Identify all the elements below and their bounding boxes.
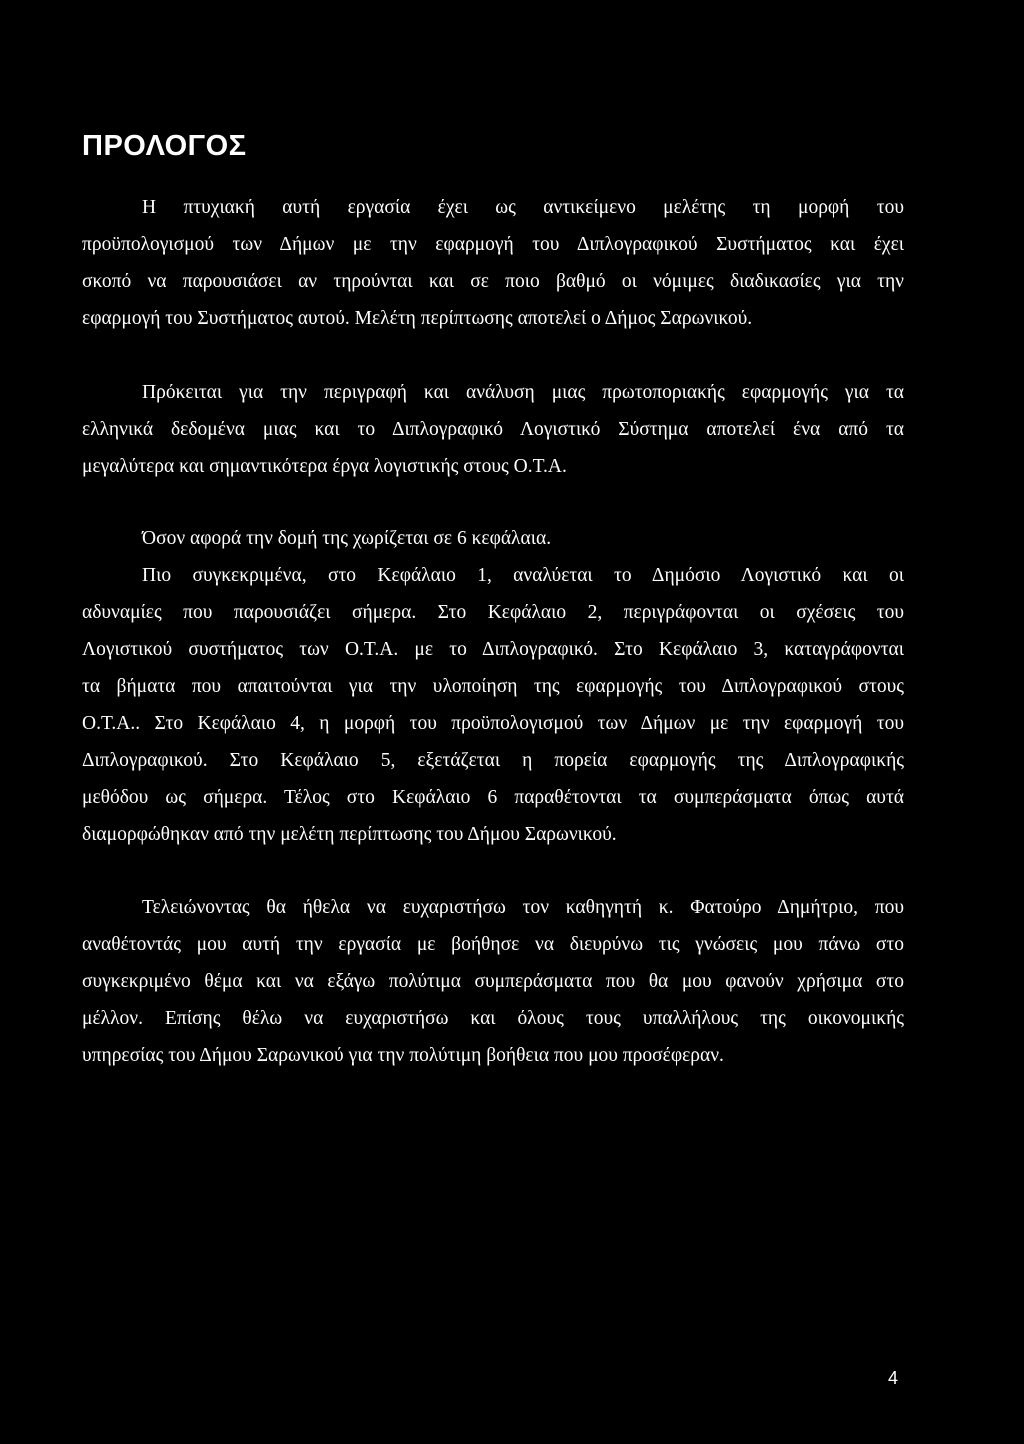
- text-line: τα βήματα που απαιτούνται για την υλοποίηση της εφαρμογής του Διπλογραφικού στους: [82, 676, 904, 697]
- text-line: αναθέτοντάς μου αυτή την εργασία με βοήθησε να διευρύνω τις γνώσεις μου πάνω στο: [82, 934, 904, 955]
- text-line: εφαρμογή του Συστήματος αυτού. Μελέτη περίπτωσης αποτελεί ο Δήμος Σαρωνικού.: [82, 308, 753, 329]
- text-line: ελληνικά δεδομένα μιας και το Διπλογραφικό Λογιστικό Σύστημα αποτελεί ένα από τα: [82, 419, 904, 440]
- text-line: Όσον αφορά την δομή της χωρίζεται σε 6 κεφάλαια.: [142, 528, 552, 549]
- text-line: υπηρεσίας του Δήμου Σαρωνικού για την πολύτιμη βοήθεια που μου προσέφεραν.: [82, 1045, 724, 1066]
- text-line: σκοπό να παρουσιάσει αν τηρούνται και σε ποιο βαθμό οι νόμιμες διαδικασίες για την: [82, 271, 904, 292]
- text-line: Η πτυχιακή αυτή εργασία έχει ως αντικείμενο μελέτης τη μορφή του: [142, 197, 904, 218]
- page-number: 4: [888, 1368, 899, 1388]
- text-line: μεθόδου ως σήμερα. Τέλος στο Κεφάλαιο 6 παραθέτονται τα συμπεράσματα όπως αυτά: [82, 787, 904, 808]
- text-line: Ο.Τ.Α.. Στο Κεφάλαιο 4, η μορφή του προϋπολογισμού των Δήμων με την εφαρμογή του: [82, 713, 904, 734]
- text-line: μέλλον. Επίσης θέλω να ευχαριστήσω και όλους τους υπαλλήλους της οικονομικής: [82, 1008, 904, 1029]
- text-line: Διπλογραφικού. Στο Κεφάλαιο 5, εξετάζεται η πορεία εφαρμογής της Διπλογραφικής: [82, 750, 904, 771]
- text-line: διαμορφώθηκαν από την μελέτη περίπτωσης του Δήμου Σαρωνικού.: [82, 824, 617, 845]
- page-title: ΠΡΟΛΟΓΟΣ: [82, 130, 247, 162]
- text-line: συγκεκριμένο θέμα και να εξάγω πολύτιμα συμπεράσματα που θα μου φανούν χρήσιμα στο: [82, 971, 904, 992]
- text-line: Λογιστικού συστήματος των Ο.Τ.Α. με το Διπλογραφικό. Στο Κεφάλαιο 3, καταγράφονται: [82, 639, 904, 660]
- text-line: Πρόκειται για την περιγραφή και ανάλυση μιας πρωτοποριακής εφαρμογής για τα: [142, 382, 904, 403]
- text-line: προϋπολογισμού των Δήμων με την εφαρμογή του Διπλογραφικού Συστήματος και έχει: [82, 234, 904, 255]
- text-line: Τελειώνοντας θα ήθελα να ευχαριστήσω τον καθηγητή κ. Φατούρο Δημήτριο, που: [142, 897, 904, 918]
- text-line: αδυναμίες που παρουσιάζει σήμερα. Στο Κεφάλαιο 2, περιγράφονται οι σχέσεις του: [82, 602, 904, 623]
- text-line: μεγαλύτερα και σημαντικότερα έργα λογιστικής στους Ο.Τ.Α.: [82, 456, 567, 477]
- text-line: Πιο συγκεκριμένα, στο Κεφάλαιο 1, αναλύεται το Δημόσιο Λογιστικό και οι: [142, 565, 904, 586]
